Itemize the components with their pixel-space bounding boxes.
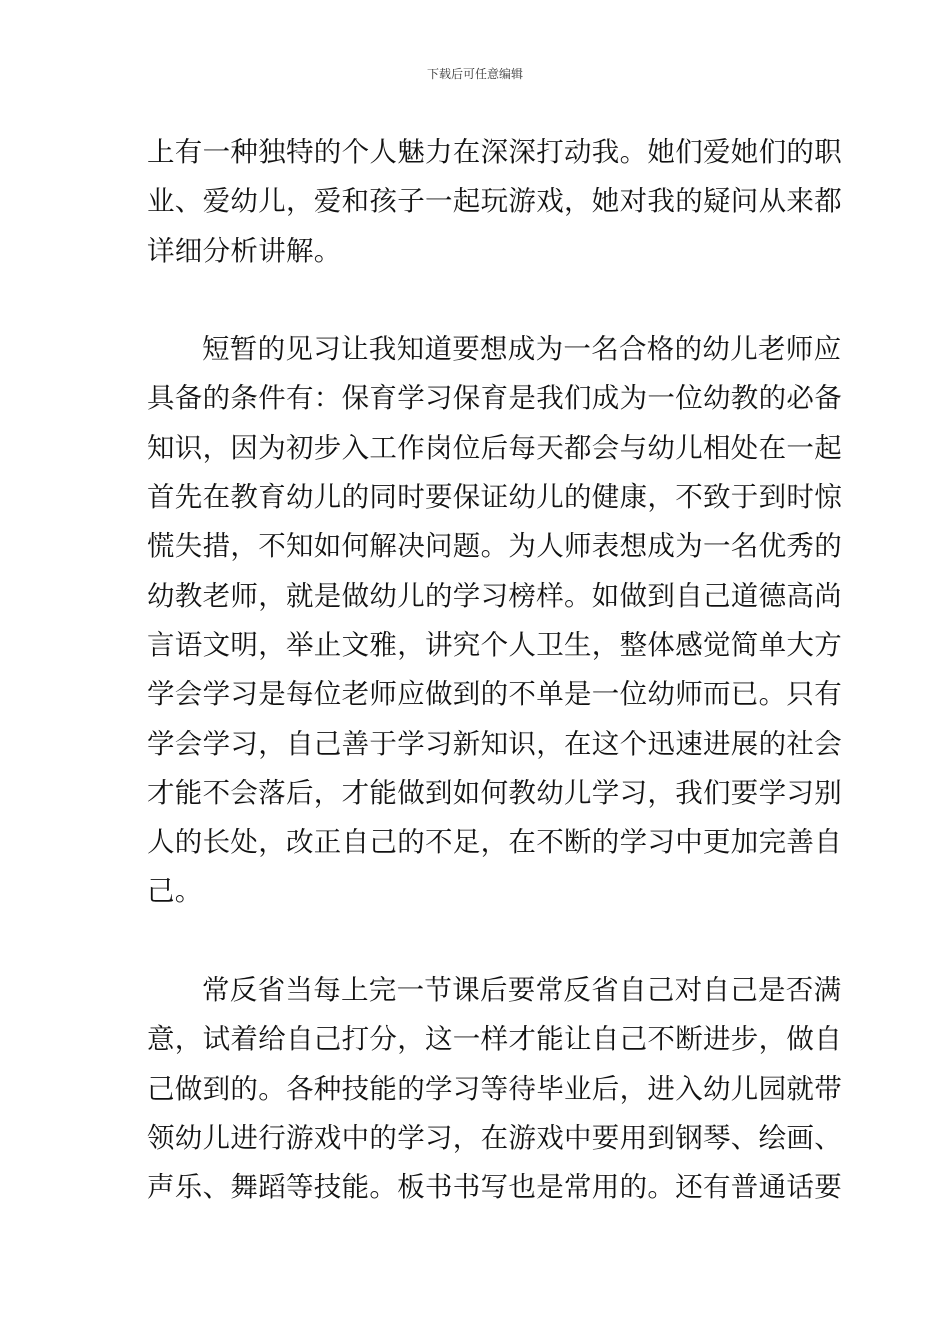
paragraph-1 bbox=[147, 128, 842, 276]
paragraph-gap bbox=[147, 276, 807, 325]
text-line: 己做到的。各种技能的学习等待毕业后，进入幼儿园就带 bbox=[147, 1072, 842, 1105]
text-line: 常反省当每上完一节课后要常反省自己对自己是否满 bbox=[202, 974, 842, 1007]
text-line: 领幼儿进行游戏中的学习，在游戏中要用到钢琴、绘画、 bbox=[147, 1121, 842, 1154]
paragraph-2 bbox=[147, 325, 842, 917]
text-line: 意，试着给自己打分，这一样才能让自己不断进步，做自 bbox=[147, 1023, 842, 1056]
text-line: 业、爱幼儿，爱和孩子一起玩游戏，她对我的疑问从来都 bbox=[147, 185, 842, 218]
text-line: 知识，因为初步入工作岗位后每天都会与幼儿相处在一起 bbox=[147, 431, 842, 464]
text-line: 学会学习是每位老师应做到的不单是一位幼师而已。只有 bbox=[147, 678, 842, 711]
text-line: 言语文明，举止文雅，讲究个人卫生，整体感觉简单大方 bbox=[147, 628, 842, 661]
text-line: 才能不会落后，才能做到如何教幼儿学习，我们要学习别 bbox=[147, 776, 842, 809]
text-line: 慌失措，不知如何解决问题。为人师表想成为一名优秀的 bbox=[147, 530, 842, 563]
text-line: 己。 bbox=[147, 875, 203, 908]
paragraph-gap bbox=[147, 917, 807, 966]
paragraph-3 bbox=[147, 966, 842, 1212]
text-line: 具备的条件有：保育学习保育是我们成为一位幼教的必备 bbox=[147, 382, 842, 415]
document-body bbox=[147, 128, 842, 1213]
text-line: 短暂的见习让我知道要想成为一名合格的幼儿老师应 bbox=[202, 333, 842, 366]
page-header: 下载后可任意编辑 bbox=[426, 67, 523, 81]
text-line: 首先在教育幼儿的同时要保证幼儿的健康，不致于到时惊 bbox=[147, 481, 842, 514]
text-line: 幼教老师，就是做幼儿的学习榜样。如做到自己道德高尚 bbox=[147, 579, 842, 612]
text-line: 上有一种独特的个人魅力在深深打动我。她们爱她们的职 bbox=[147, 136, 842, 168]
text-line: 详细分析讲解。 bbox=[147, 234, 342, 267]
text-line: 学会学习，自己善于学习新知识，在这个迅速进展的社会 bbox=[147, 727, 842, 760]
text-line: 声乐、舞蹈等技能。板书书写也是常用的。还有普通话要 bbox=[147, 1171, 842, 1204]
text-line: 人的长处，改正自己的不足，在不断的学习中更加完善自 bbox=[147, 826, 842, 859]
